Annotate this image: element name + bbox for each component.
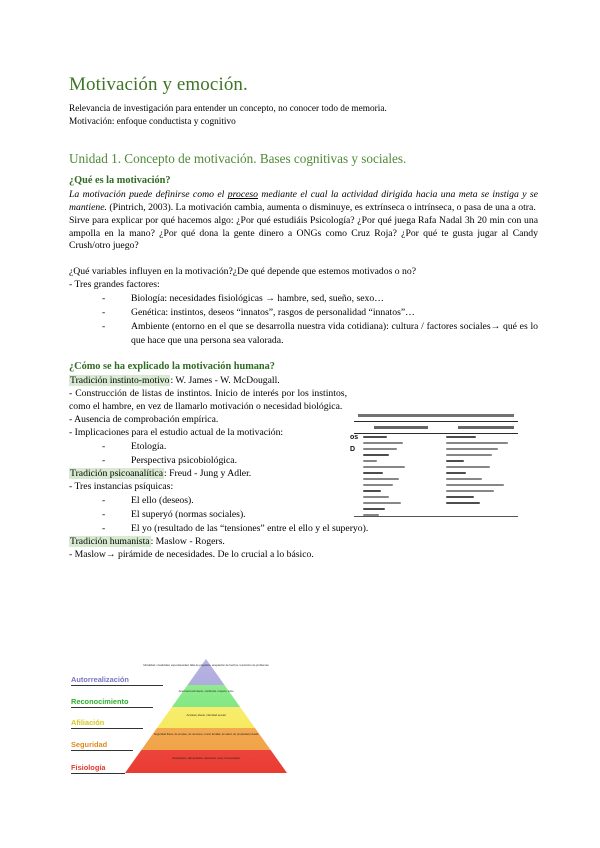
document-subtitle <box>69 103 538 129</box>
subtitle-line-2: Motivación: enfoque conductista y cognitivo <box>69 117 236 128</box>
pyramid-label-autorrealizacion: Autorrealización <box>71 675 129 684</box>
list-item: - Ambiente (entorno en el que se desarrolla nuestra vida cotidiana): cultura / factores sociales→ qué es lo que hace que una persona sea valorada. <box>69 320 538 348</box>
definition-post: mediante el cual la actividad dirigida hacia una meta se instiga y se mantiene. <box>69 188 538 213</box>
pyramid-shape <box>125 659 287 773</box>
pyramid-level-text: Seguridad física, de empleo, de recursos, moral, familiar, de salud, de propiedad privada <box>153 732 259 736</box>
tradition-authors: : Maslow - Rogers. <box>150 535 225 547</box>
definition-paragraph <box>69 189 538 215</box>
table-rule-mid <box>354 433 518 434</box>
tradition-authors: : W. James - W. McDougall. <box>170 375 280 387</box>
pyramid-leader-line <box>71 728 143 729</box>
pyramid-leader-line <box>71 773 125 774</box>
page-title: Motivación y emoción. <box>69 74 248 95</box>
table-column-header-left <box>374 426 428 429</box>
list-item: - Perspectiva psicobiológica. <box>69 454 409 468</box>
list-item: - Biología: necesidades fisiológicas → hambre, sed, sueño, sexo… <box>69 292 538 306</box>
tradition-instinto-sublist <box>69 440 347 468</box>
paragraph-gap <box>69 253 538 266</box>
pyramid-label-reconocimiento: Reconocimiento <box>71 697 129 706</box>
tradition-humanista-title <box>69 536 538 549</box>
highlight-term: Tradición humanista <box>70 535 150 547</box>
definition-keyword: proceso <box>227 188 259 200</box>
tradition-instinto-motivo-title <box>69 375 347 388</box>
tradition-line: - Maslow→ pirámide de necesidades. De lo crucial a lo básico. <box>69 548 314 560</box>
pyramid-level-text: Amistad, afecto, intimidad sexual <box>186 713 226 717</box>
pyramid-level-text: Respiración, alimentación, descanso, sexo, homeostasis <box>172 756 240 760</box>
table-column-header-right <box>458 426 514 429</box>
pyramid-leader-line <box>71 685 163 686</box>
unit-heading: Unidad 1. Concepto de motivación. Bases cognitivas y sociales. <box>69 151 407 167</box>
definition-citation: (Pintrich, 2003). La motivación cambia, aumenta o disminuye, es extrínseca o intrínseca, o pasa de una a otra. <box>106 201 536 213</box>
list-item: - El ello (deseos). <box>69 494 538 508</box>
pyramid-level-text: Autorreconocimiento, confianza, respeto, éxito <box>178 689 234 693</box>
lista-de-instintos-tabla-image <box>350 412 522 519</box>
variables-question: ¿Qué variables influyen en la motivación?¿De qué depende que estemos motivados o no? <box>69 266 417 278</box>
tradition-line: - Implicaciones para el estudio actual de la motivación: <box>69 426 284 438</box>
table-side-marker: D <box>350 446 356 453</box>
list-item: - Etología. <box>69 440 409 454</box>
pyramid-label-afiliacion: Afiliación <box>71 718 105 727</box>
pyramid-leader-line <box>71 707 153 708</box>
examples-paragraph: Sirve para explicar por qué hacemos algo: ¿Por qué estudiáis Psicología? ¿Por qué juega Rafa Nadal 3h 20 min con una ampolla en la mano? ¿Por qué dona la gente dinero a ONGs como Cruz Roja? ¿Por qué te gusta jugar al Candy Crush/otro juego? <box>69 214 538 252</box>
table-caption-line <box>358 414 514 417</box>
pyramid-label-seguridad: Seguridad <box>71 740 108 749</box>
factors-intro: - Tres grandes factores: <box>69 279 160 291</box>
section-heading-que-es-la-motivacion: ¿Qué es la motivación? <box>69 175 171 187</box>
piramide-de-maslow-image <box>69 655 369 783</box>
section-heading-como-se-ha-explicado: ¿Cómo se ha explicado la motivación humana? <box>69 361 275 373</box>
table-rule-top <box>354 421 518 422</box>
tradition-humanista-block <box>69 536 538 562</box>
highlight-term: Tradición instinto-motivo <box>70 375 170 387</box>
subtitle-line-1: Relevancia de investigación para entender un concepto, no conocer todo de memoria. <box>69 103 387 114</box>
factors-list <box>69 292 538 348</box>
pyramid-leader-line <box>71 750 133 751</box>
tradition-line: - Tres instancias psíquicas: <box>69 480 174 492</box>
tradition-line: - Construcción de listas de instintos. Inicio de interés por los instintos, como el hambre, en vez de llamarlo motivación o necesidad biológica. <box>69 388 347 413</box>
tradition-instinto-motivo-block <box>69 375 347 468</box>
highlight-term: Tradición psicoanalítica <box>70 467 163 479</box>
section-gap <box>69 348 538 361</box>
table-side-marker: os <box>350 434 359 441</box>
definition-pre: La motivación puede definirse como el <box>69 188 228 200</box>
pyramid-level-text: Moralidad, creatividad, espontaneidad, falta de prejuicios, aceptación de hechos, resolución de problemas <box>143 663 269 667</box>
list-item: - El yo (resultado de las “tensiones” entre el ello y el superyo). <box>69 522 538 536</box>
pyramid-label-fisiologia: Fisiología <box>71 763 106 772</box>
tradition-line: - Ausencia de comprobación empírica. <box>69 413 219 425</box>
list-item: - El superyó (normas sociales). <box>69 508 538 522</box>
tradition-authors: : Freud - Jung y Adler. <box>164 467 252 479</box>
list-item: - Genética: instintos, deseos “innatos”, rasgos de personalidad “innatos”… <box>69 306 538 320</box>
